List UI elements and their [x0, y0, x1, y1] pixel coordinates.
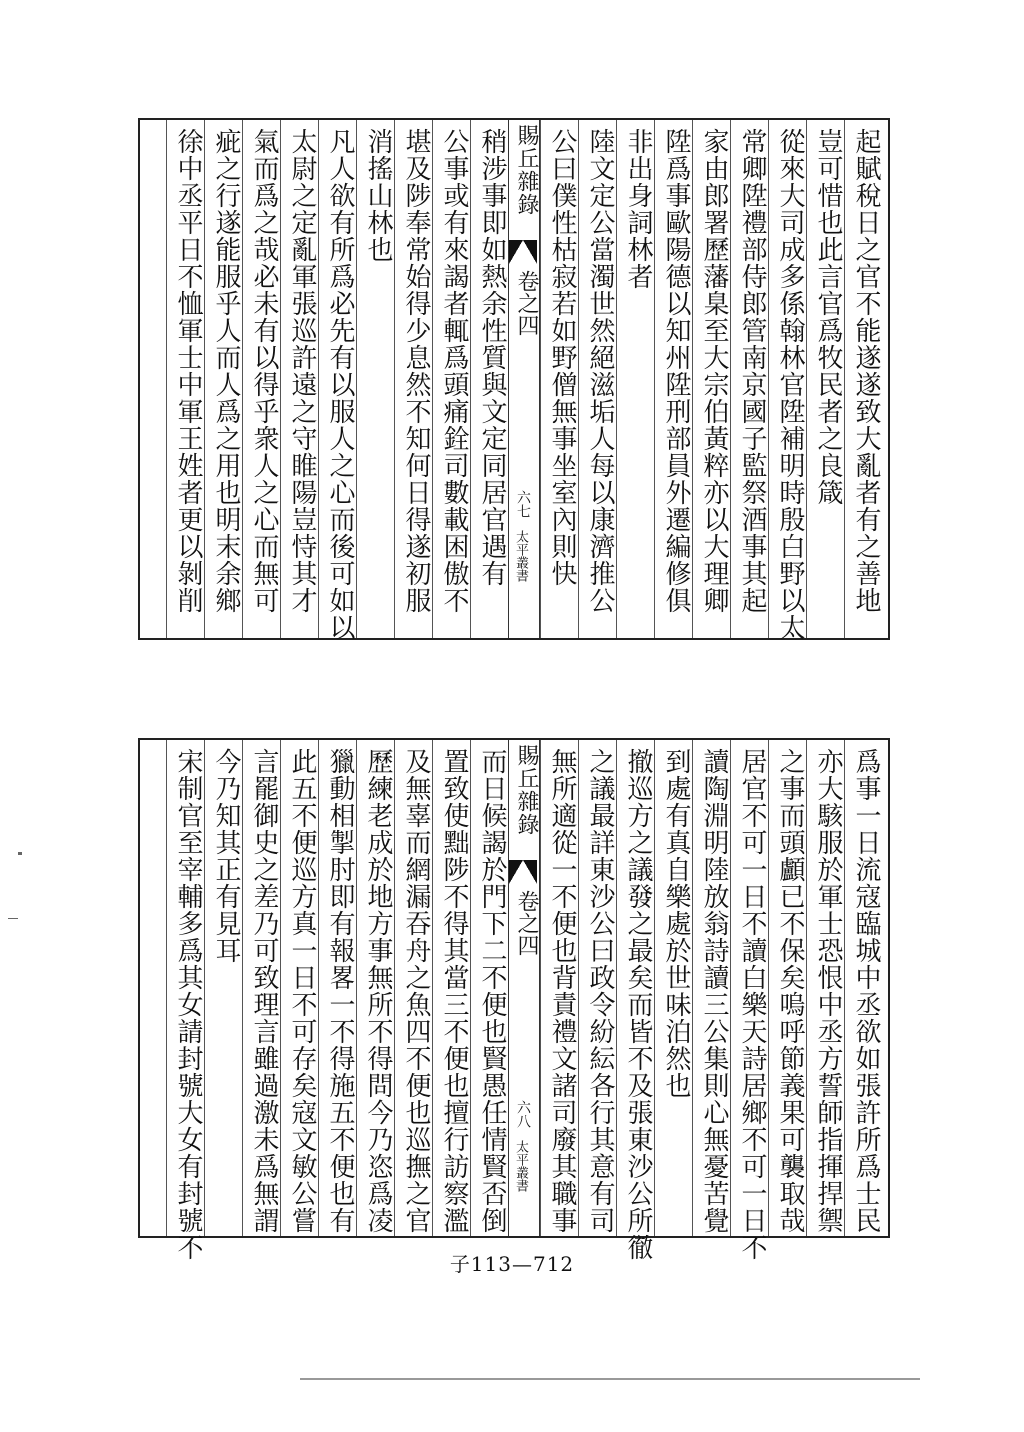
bottom-center-column — [508, 740, 540, 1236]
text-column: 之議最詳東沙公曰政令紛紜各行其意有司 — [585, 748, 615, 1234]
bottom-center-volume: 卷之四 — [514, 890, 539, 956]
text-column: 公事或有來謁者輒爲頭痛銓司數載困傲不 — [439, 128, 469, 614]
text-column: 爲事一日流寇臨城中丞欲如張許所爲士民 — [851, 748, 881, 1234]
text-column: 之事而頭顱已不保矣嗚呼節義果可襲取哉 — [775, 748, 805, 1234]
bottom-center-title: 賜丘雜錄 — [514, 744, 539, 836]
text-column: 無所適從一不便也背責禮文諸司廢其職事 — [547, 748, 577, 1234]
text-column: 消搖山林也 — [363, 128, 393, 263]
text-column: 常卿陞禮部侍郎管南京國子監祭酒事其起 — [737, 128, 767, 614]
text-column: 陞爲事歐陽德以知州陞刑部員外遷編修俱 — [661, 128, 691, 614]
text-column: 歷練老成於地方事無所不得問今乃恣爲凌 — [363, 748, 393, 1234]
top-series: 太平叢書 — [513, 530, 528, 582]
column-rule — [166, 120, 167, 638]
bottom-series: 太平叢書 — [513, 1140, 528, 1192]
text-column: 豈可惜也此言官爲牧民者之良箴 — [813, 128, 843, 506]
text-column: 從來大司成多係翰林官陞補明時殷白野以太 — [775, 128, 805, 641]
text-column: 亦大駭服於軍士恐恨中丞方誓師指揮捍禦 — [813, 748, 843, 1234]
text-column: 宋制官至宰輔多爲其女請封號大女有封號不 — [173, 748, 203, 1261]
text-column: 言罷御史之差乃可致理言雖過激未爲無謂 — [249, 748, 279, 1234]
fish-tail-mark — [509, 240, 537, 264]
text-column: 氣而爲之哉必未有以得乎衆人之心而無可 — [249, 128, 279, 614]
page-number: 子113—712 — [449, 1252, 575, 1276]
scan-edge-line — [300, 1378, 920, 1380]
top-leaf — [138, 118, 890, 640]
text-column: 置致使黜陟不得其當三不便也擅行訪察濫 — [439, 748, 469, 1234]
text-column: 疵之行遂能服乎人而人爲之用也明末余鄉 — [211, 128, 241, 614]
top-center-title: 賜丘雜錄 — [514, 124, 539, 216]
text-column: 陸文定公當濁世然絕滋垢人每以康濟推公 — [585, 128, 615, 614]
scan-speck — [18, 852, 22, 855]
column-rule — [166, 740, 167, 1236]
text-column: 徐中丞平日不恤軍士中軍王姓者更以剝削 — [173, 128, 203, 614]
text-column: 讀陶淵明陸放翁詩讀三公集則心無憂苦覺 — [699, 748, 729, 1234]
text-column: 而日候謁於門下二不便也賢愚任情賢否倒 — [477, 748, 507, 1234]
text-column: 今乃知其正有見耳 — [211, 748, 241, 964]
top-folio: 六七 — [515, 490, 531, 518]
text-column: 凡人欲有所爲必先有以服人之心而後可如以 — [325, 128, 355, 641]
text-column: 撤巡方之議發之最矣而皆不及張東沙公所徹 — [623, 748, 653, 1261]
text-column: 此五不便巡方真一日不可存矣寇文敏公嘗 — [287, 748, 317, 1234]
text-column: 太尉之定亂軍張巡許遠之守睢陽豈恃其才 — [287, 128, 317, 614]
fish-tail-mark — [509, 860, 537, 884]
text-column: 起賦稅日之官不能遂遂致大亂者有之善地 — [851, 128, 881, 614]
text-column: 非出身詞林者 — [623, 128, 653, 290]
scan-speck — [8, 918, 18, 919]
text-column: 稍涉事即如熱余性質與文定同居官遇有 — [477, 128, 507, 587]
text-column: 公曰僕性枯寂若如野僧無事坐室內則快 — [547, 128, 577, 587]
text-column: 到處有真自樂處於世味泊然也 — [661, 748, 691, 1099]
text-column: 獵動相掣肘即有報畧一不得施五不便也有 — [325, 748, 355, 1234]
top-center-column — [508, 120, 540, 638]
text-column: 家由郎署歷藩臬至大宗伯黃粹亦以大理卿 — [699, 128, 729, 614]
text-column: 居官不可一日不讀白樂天詩居鄉不可一日不 — [737, 748, 767, 1261]
text-column: 及無辜而網漏吞舟之魚四不便也巡撫之官 — [401, 748, 431, 1234]
bottom-folio: 六八 — [515, 1100, 531, 1128]
text-column: 堪及陟奉常始得少息然不知何日得遂初服 — [401, 128, 431, 614]
top-center-volume: 卷之四 — [514, 270, 539, 336]
bottom-leaf — [138, 738, 890, 1261]
